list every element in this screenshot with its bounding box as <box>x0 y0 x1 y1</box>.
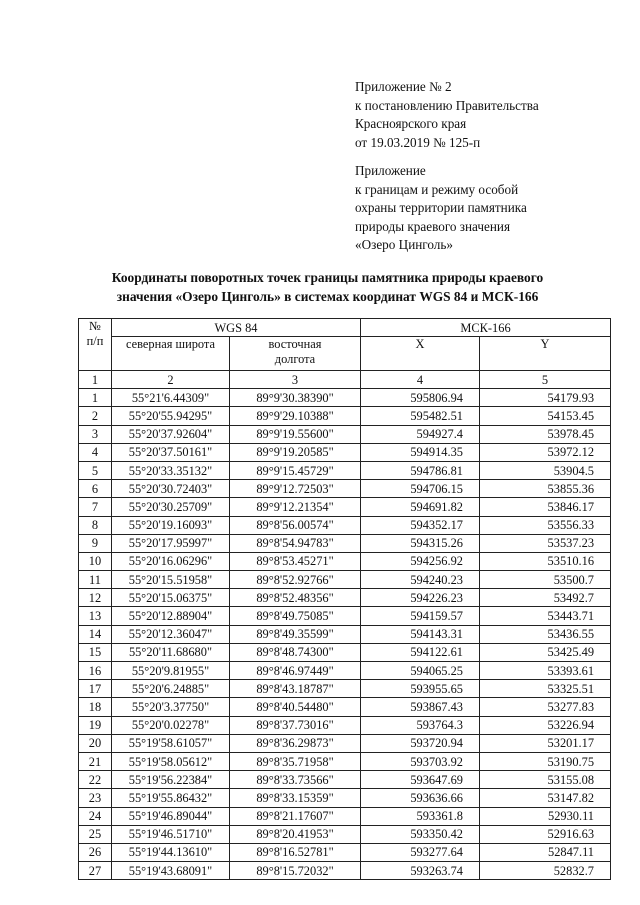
table-row <box>79 607 611 625</box>
title-line: значения «Озеро Цинголь» в системах координат WGS 84 и МСК-166 <box>116 289 539 304</box>
column-header-latitude: северная широта <box>112 337 230 371</box>
y-cell: 53443.71 <box>480 607 611 625</box>
longitude-cell: 89°9'12.72503" <box>230 480 361 498</box>
y-cell: 53190.75 <box>480 752 611 770</box>
point-number: 24 <box>79 807 112 825</box>
x-cell: 593277.64 <box>361 843 480 861</box>
table-row <box>79 662 611 680</box>
x-cell: 595806.94 <box>361 389 480 407</box>
latitude-cell: 55°20'37.92604" <box>112 425 230 443</box>
latitude-cell: 55°19'55.86432" <box>112 789 230 807</box>
longitude-cell: 89°8'52.48356" <box>230 589 361 607</box>
point-number: 26 <box>79 843 112 861</box>
table-row <box>79 461 611 479</box>
longitude-cell: 89°8'52.92766" <box>230 571 361 589</box>
table-row <box>79 389 611 407</box>
latitude-cell: 55°20'9.81955" <box>112 662 230 680</box>
y-cell: 53855.36 <box>480 480 611 498</box>
longitude-cell: 89°8'43.18787" <box>230 680 361 698</box>
longitude-cell: 89°9'12.21354" <box>230 498 361 516</box>
y-cell: 53201.17 <box>480 734 611 752</box>
latitude-cell: 55°20'30.72403" <box>112 480 230 498</box>
x-cell: 594065.25 <box>361 662 480 680</box>
point-number: 6 <box>79 480 112 498</box>
y-cell: 53972.12 <box>480 443 611 461</box>
point-number: 1 <box>79 389 112 407</box>
x-cell: 593361.8 <box>361 807 480 825</box>
y-cell: 53325.51 <box>480 680 611 698</box>
column-index-cell: 5 <box>480 371 611 389</box>
x-cell: 594914.35 <box>361 443 480 461</box>
point-number: 25 <box>79 825 112 843</box>
annex-line: к границам и режиму особой <box>355 181 519 197</box>
point-number: 20 <box>79 734 112 752</box>
latitude-cell: 55°19'46.89044" <box>112 807 230 825</box>
x-cell: 594352.17 <box>361 516 480 534</box>
latitude-cell: 55°21'6.44309" <box>112 389 230 407</box>
y-cell: 53155.08 <box>480 771 611 789</box>
x-cell: 594691.82 <box>361 498 480 516</box>
column-header-x: X <box>361 337 480 371</box>
table-row <box>79 752 611 770</box>
y-cell: 53147.82 <box>480 789 611 807</box>
longitude-cell: 89°8'49.75085" <box>230 607 361 625</box>
y-cell: 53846.17 <box>480 498 611 516</box>
y-cell: 53436.55 <box>480 625 611 643</box>
y-cell: 52847.11 <box>480 843 611 861</box>
point-number: 21 <box>79 752 112 770</box>
point-number: 9 <box>79 534 112 552</box>
table-row <box>79 825 611 843</box>
y-cell: 52916.63 <box>480 825 611 843</box>
column-group-wgs84: WGS 84 <box>112 319 361 337</box>
longitude-cell: 89°8'37.73016" <box>230 716 361 734</box>
y-cell: 53226.94 <box>480 716 611 734</box>
column-group-msk166: МСК-166 <box>361 319 611 337</box>
point-number: 13 <box>79 607 112 625</box>
longitude-cell: 89°9'19.20585" <box>230 443 361 461</box>
x-cell: 594315.26 <box>361 534 480 552</box>
table-row <box>79 498 611 516</box>
table-row <box>79 698 611 716</box>
table-row <box>79 425 611 443</box>
longitude-cell: 89°8'21.17607" <box>230 807 361 825</box>
table-row <box>79 789 611 807</box>
x-cell: 594786.81 <box>361 461 480 479</box>
point-number: 8 <box>79 516 112 534</box>
table-row <box>79 716 611 734</box>
point-number: 16 <box>79 662 112 680</box>
longitude-cell: 89°8'53.45271" <box>230 552 361 570</box>
y-cell: 52930.11 <box>480 807 611 825</box>
y-cell: 54153.45 <box>480 407 611 425</box>
column-header-y: Y <box>480 337 611 371</box>
longitude-cell: 89°9'30.38390" <box>230 389 361 407</box>
point-number: 15 <box>79 643 112 661</box>
y-cell: 53425.49 <box>480 643 611 661</box>
point-number: 11 <box>79 571 112 589</box>
column-header-longitude: восточная долгота <box>230 337 361 371</box>
latitude-cell: 55°20'6.24885" <box>112 680 230 698</box>
table-row <box>79 443 611 461</box>
table-row <box>79 643 611 661</box>
coordinates-table <box>78 318 611 880</box>
latitude-cell: 55°19'56.22384" <box>112 771 230 789</box>
x-cell: 593263.74 <box>361 862 480 880</box>
longitude-cell: 89°9'19.55600" <box>230 425 361 443</box>
table-row <box>79 862 611 880</box>
table-row <box>79 552 611 570</box>
point-number: 10 <box>79 552 112 570</box>
x-cell: 594927.4 <box>361 425 480 443</box>
longitude-cell: 89°8'36.29873" <box>230 734 361 752</box>
latitude-cell: 55°20'33.35132" <box>112 461 230 479</box>
point-number: 12 <box>79 589 112 607</box>
table-row <box>79 480 611 498</box>
table-row <box>79 516 611 534</box>
column-index-cell: 3 <box>230 371 361 389</box>
y-cell: 53492.7 <box>480 589 611 607</box>
latitude-cell: 55°20'30.25709" <box>112 498 230 516</box>
x-cell: 594122.61 <box>361 643 480 661</box>
point-number: 5 <box>79 461 112 479</box>
latitude-cell: 55°19'58.05612" <box>112 752 230 770</box>
y-cell: 53277.83 <box>480 698 611 716</box>
table-row <box>79 571 611 589</box>
y-cell: 52832.7 <box>480 862 611 880</box>
x-cell: 593764.3 <box>361 716 480 734</box>
column-header-number: № п/п <box>79 319 112 371</box>
longitude-cell: 89°9'29.10388" <box>230 407 361 425</box>
latitude-cell: 55°20'17.95997" <box>112 534 230 552</box>
longitude-cell: 89°8'49.35599" <box>230 625 361 643</box>
y-cell: 53978.45 <box>480 425 611 443</box>
point-number: 23 <box>79 789 112 807</box>
point-number: 19 <box>79 716 112 734</box>
table-row <box>79 771 611 789</box>
latitude-cell: 55°20'15.51958" <box>112 571 230 589</box>
annex-line: от 19.03.2019 № 125-п <box>355 134 481 150</box>
annex-line: к постановлению Правительства <box>355 97 539 113</box>
longitude-cell: 89°8'16.52781" <box>230 843 361 861</box>
longitude-cell: 89°8'35.71958" <box>230 752 361 770</box>
document-title <box>40 268 615 306</box>
longitude-cell: 89°9'15.45729" <box>230 461 361 479</box>
table-row <box>79 680 611 698</box>
longitude-cell: 89°8'20.41953" <box>230 825 361 843</box>
longitude-cell: 89°8'56.00574" <box>230 516 361 534</box>
title-line: Координаты поворотных точек границы памятника природы краевого <box>111 270 544 285</box>
y-cell: 53510.16 <box>480 552 611 570</box>
point-number: 22 <box>79 771 112 789</box>
column-index-cell: 4 <box>361 371 480 389</box>
latitude-cell: 55°20'3.37750" <box>112 698 230 716</box>
table-row <box>79 807 611 825</box>
x-cell: 594706.15 <box>361 480 480 498</box>
x-cell: 594226.23 <box>361 589 480 607</box>
longitude-cell: 89°8'40.54480" <box>230 698 361 716</box>
latitude-cell: 55°20'11.68680" <box>112 643 230 661</box>
x-cell: 594256.92 <box>361 552 480 570</box>
point-number: 17 <box>79 680 112 698</box>
x-cell: 593703.92 <box>361 752 480 770</box>
point-number: 2 <box>79 407 112 425</box>
longitude-cell: 89°8'33.15359" <box>230 789 361 807</box>
table-row <box>79 534 611 552</box>
longitude-cell: 89°8'15.72032" <box>230 862 361 880</box>
latitude-cell: 55°20'37.50161" <box>112 443 230 461</box>
x-cell: 593867.43 <box>361 698 480 716</box>
longitude-cell: 89°8'54.94783" <box>230 534 361 552</box>
table-row <box>79 843 611 861</box>
x-cell: 595482.51 <box>361 407 480 425</box>
y-cell: 53500.7 <box>480 571 611 589</box>
x-cell: 593720.94 <box>361 734 480 752</box>
latitude-cell: 55°20'55.94295" <box>112 407 230 425</box>
annex-line: охраны территории памятника <box>355 200 527 215</box>
annex-line: Приложение № 2 <box>355 79 452 94</box>
point-number: 14 <box>79 625 112 643</box>
x-cell: 593647.69 <box>361 771 480 789</box>
annex-line: природы краевого значения <box>355 218 511 234</box>
annex-line: «Озеро Цинголь» <box>355 237 453 252</box>
latitude-cell: 55°20'19.16093" <box>112 516 230 534</box>
table-row <box>79 589 611 607</box>
latitude-cell: 55°20'12.88904" <box>112 607 230 625</box>
latitude-cell: 55°20'12.36047" <box>112 625 230 643</box>
longitude-cell: 89°8'48.74300" <box>230 643 361 661</box>
point-number: 3 <box>79 425 112 443</box>
annex-line: Красноярского края <box>355 116 467 131</box>
y-cell: 53537.23 <box>480 534 611 552</box>
latitude-cell: 55°19'46.51710" <box>112 825 230 843</box>
latitude-cell: 55°20'0.02278" <box>112 716 230 734</box>
column-index-row <box>79 371 611 389</box>
table-row <box>79 734 611 752</box>
annex-block-2 <box>355 162 527 255</box>
y-cell: 53393.61 <box>480 662 611 680</box>
column-index-cell: 2 <box>112 371 230 389</box>
x-cell: 594143.31 <box>361 625 480 643</box>
annex-block-1 <box>355 78 539 152</box>
point-number: 18 <box>79 698 112 716</box>
column-index-cell: 1 <box>79 371 112 389</box>
x-cell: 594240.23 <box>361 571 480 589</box>
y-cell: 53904.5 <box>480 461 611 479</box>
latitude-cell: 55°19'44.13610" <box>112 843 230 861</box>
x-cell: 593636.66 <box>361 789 480 807</box>
annex-line: Приложение <box>355 163 426 178</box>
x-cell: 594159.57 <box>361 607 480 625</box>
x-cell: 593955.65 <box>361 680 480 698</box>
y-cell: 54179.93 <box>480 389 611 407</box>
y-cell: 53556.33 <box>480 516 611 534</box>
x-cell: 593350.42 <box>361 825 480 843</box>
point-number: 7 <box>79 498 112 516</box>
latitude-cell: 55°20'15.06375" <box>112 589 230 607</box>
longitude-cell: 89°8'46.97449" <box>230 662 361 680</box>
point-number: 4 <box>79 443 112 461</box>
table-row <box>79 625 611 643</box>
point-number: 27 <box>79 862 112 880</box>
longitude-cell: 89°8'33.73566" <box>230 771 361 789</box>
table-row <box>79 407 611 425</box>
latitude-cell: 55°19'58.61057" <box>112 734 230 752</box>
latitude-cell: 55°20'16.06296" <box>112 552 230 570</box>
latitude-cell: 55°19'43.68091" <box>112 862 230 880</box>
